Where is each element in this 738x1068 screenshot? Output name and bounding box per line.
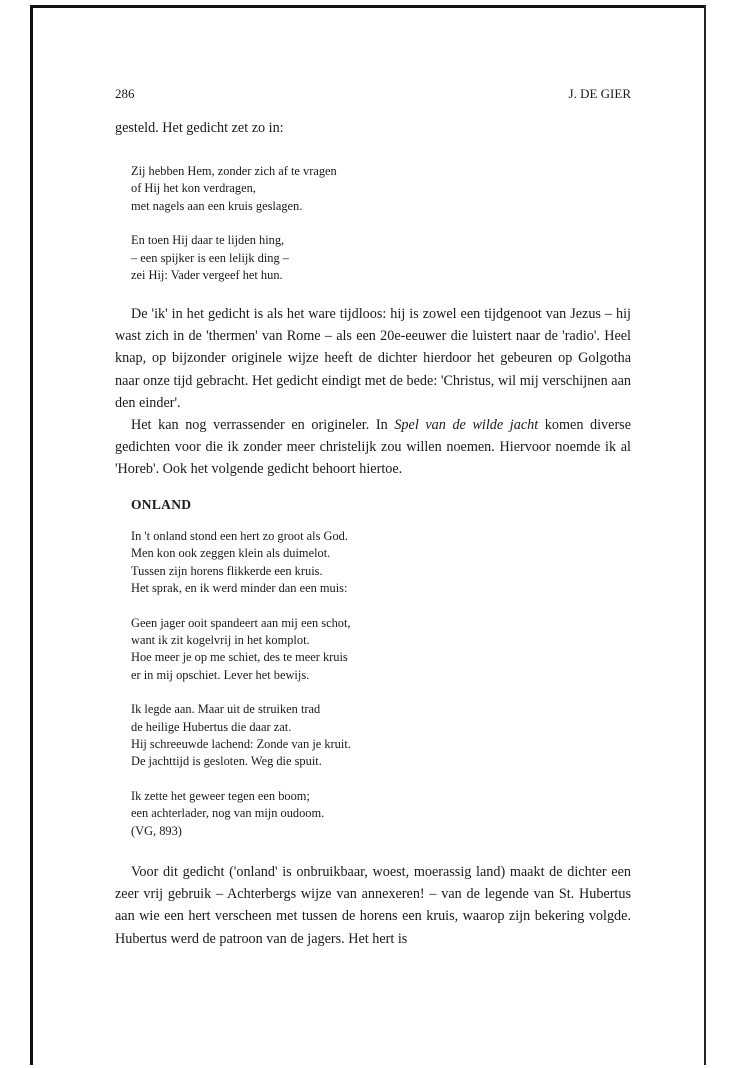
poem-line: want ik zit kogelvrij in het komplot.	[131, 633, 310, 648]
poem-line: Het sprak, en ik werd minder dan een muis:	[131, 581, 348, 596]
poem-one	[131, 163, 337, 284]
poem-line: Hoe meer je op me schiet, des te meer kruis	[131, 650, 348, 665]
poem-line: Geen jager ooit spandeert aan mij een schot,	[131, 615, 351, 630]
closing-paragraph	[115, 861, 631, 950]
poem-line: een achterlader, nog van mijn oudoom.	[131, 806, 325, 821]
poem-line: Zij hebben Hem, zonder zich af te vragen	[131, 164, 337, 178]
poem-line: In 't onland stond een hert zo groot als God.	[131, 529, 348, 543]
body-paragraphs	[115, 303, 631, 481]
scan-border-right	[704, 5, 706, 1065]
poem-line: En toen Hij daar te lijden hing,	[131, 233, 285, 248]
poem-line: de heilige Hubertus die daar zat.	[131, 719, 292, 734]
paragraph-2	[115, 414, 631, 481]
poem-one-stanza	[131, 163, 337, 215]
poem-line: of Hij het kon verdragen,	[131, 181, 256, 196]
poem-two-stanza	[131, 701, 351, 771]
poem-line: zei Hij: Vader vergeef het hun.	[131, 268, 283, 283]
paragraph-1: De 'ik' in het gedicht is als het ware tijdloos: hij is zowel een tijdgenoot van Jezus – hij wast zich in de 'thermen' van Rome – als een 20e-eeuwer die luistert naar de 'radio'. Heel knap, op bijzonder originele wijze heeft de dichter hierdoor het gebeuren op Golgotha naar onze tijd gebracht. Het gedicht eindigt met de bede: 'Christus, wil mij verschijnen aan den einder'.	[115, 306, 631, 411]
poem-line: De jachttijd is gesloten. Weg die spuit.	[131, 754, 322, 769]
poem-title: ONLAND	[131, 497, 192, 512]
poem-source: (VG, 893)	[131, 823, 182, 838]
intro-line	[115, 117, 631, 139]
poem-two-stanza	[131, 528, 351, 598]
poem-line: Men kon ook zeggen klein als duimelot.	[131, 546, 331, 561]
poem-line: Hij schreeuwde lachend: Zonde van je kruit.	[131, 737, 351, 752]
poem-line: Ik legde aan. Maar uit de struiken trad	[131, 702, 321, 717]
poem-line: met nagels aan een kruis geslagen.	[131, 198, 303, 213]
scan-border-left	[30, 5, 33, 1065]
poem-two-stanza	[131, 615, 351, 685]
poem-line: er in mij opschiet. Lever het bewijs.	[131, 667, 310, 682]
paragraph-2-before: Het kan nog verrassender en origineler. In	[131, 417, 395, 434]
poem-two	[131, 528, 351, 840]
page-number: 286	[115, 86, 135, 101]
intro-text: gesteld. Het gedicht zet zo in:	[115, 120, 284, 136]
running-head	[115, 86, 631, 102]
poem-two-stanza	[131, 788, 351, 840]
running-head-author: J. DE GIER	[568, 86, 631, 101]
book-title: Spel van de wilde jacht	[394, 417, 539, 434]
poem-line: Ik zette het geweer tegen een boom;	[131, 788, 310, 803]
paragraph-3: Voor dit gedicht ('onland' is onbruikbaar, woest, moerassig land) maakt de dichter een zeer vrij gebruik – Achterbergs wijze van annexeren! – van de legende van St. Hubertus aan wie een hert verscheen met tussen de horens een kruis, waarop zijn bekering volgde. Hubertus werd de patroon van de jagers. Het hert is	[115, 864, 631, 947]
poem-line: – een spijker is een lelijk ding –	[131, 250, 289, 265]
poem-one-stanza	[131, 232, 337, 284]
paragraph-2-after: komen diverse gedichten voor die ik zonder meer christelijk zou willen noemen. Hiervoor noemde ik al 'Horeb'. Ook het volgende gedicht behoort hiertoe.	[115, 417, 631, 478]
scan-border-top	[30, 5, 706, 8]
poem-line: Tussen zijn horens flikkerde een kruis.	[131, 563, 323, 578]
